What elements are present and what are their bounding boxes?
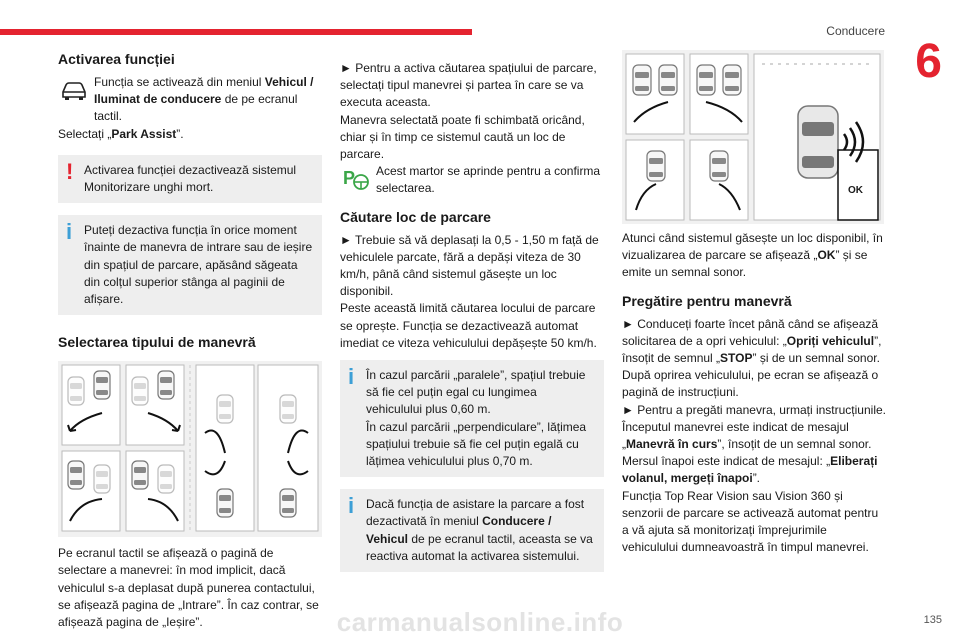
info-icon: i <box>348 493 355 519</box>
change-text: Manevra selectată poate fi schimbată oricând, chiar și în timp ce sistemul caută un loc de parcare. <box>340 112 585 162</box>
warning-icon: ! <box>66 158 74 184</box>
parking-found-illustration <box>622 50 884 224</box>
activate-row <box>58 74 322 126</box>
page-number: 135 <box>923 614 942 626</box>
heading-activate: Activarea funcției <box>58 51 175 67</box>
limit-text: Peste această limită căutarea locului de parcare se oprește. Funcția se dezactivează automat imediat ce viteza vehiculului depășește 50 km/h. <box>340 301 597 350</box>
found-text: Atunci când sistemul găsește un loc disponibil, în vizualizarea de parcare se afișează „OK” și se emite un semnal sonor. <box>622 231 883 280</box>
select-text: Selectați „Park Assist”. <box>58 126 184 141</box>
column-3 <box>622 50 886 556</box>
park-assist-lamp-icon <box>340 163 372 195</box>
reverse-text: Mersul înapoi este indicat de mesajul: „Eliberați volanul, mergeți înapoi”. <box>622 454 878 486</box>
info-icon: i <box>66 219 73 245</box>
chapter-title: Conducere <box>826 24 885 38</box>
watermark: carmanualsonline.info <box>336 607 624 637</box>
lamp-row: P Acest martor se aprinde pentru a confirma selectarea. <box>340 163 604 197</box>
column-1 <box>58 50 322 631</box>
after-stop-text: După oprirea vehiculului, pe ecran se afișează o pagină de instrucțiuni. <box>622 368 879 400</box>
info-note-reactivate: i Dacă funcția de asistare la parcare a fost dezactivată în meniul Conducere / Vehicul de pe ecranul tactil, aceasta se va reactiva automat la activarea sistemului. <box>340 489 604 572</box>
ok-label: OK <box>848 185 863 196</box>
heading-manoeuvre: Selectarea tipului de manevră <box>58 334 256 351</box>
info-note-deactivate: i Puteți dezactiva funcția în orice moment înainte de manevra de intrare sau de ieșire din spațiul de parcare, apăsând săgeata din colțul superior stânga al paginii de afișare. <box>58 215 322 315</box>
heading-search: Căutare loc de parcare <box>340 208 491 225</box>
activate-search-text: ► Pentru a activa căutarea spațiului de parcare, selectați tipul manevrei și partea în care se va executa aceasta. <box>340 61 597 110</box>
column-2 <box>340 60 604 572</box>
activate-text: Funcția se activează din meniul Vehicul / Iluminat de conducere de pe ecranul tactil. <box>94 75 314 124</box>
start-text: Începutul manevrei este indicat de mesajul „Manevră în curs”, însoțit de un semnal sonor. <box>622 419 872 452</box>
vision-text: Funcția Top Rear Vision sau Vision 360 și senzorii de parcare se activează automat pentru a vă ajuta să monitorizați împrejurimile vehiculului dumneavoastră în timpul manevrei. <box>622 488 879 555</box>
screen-text: Pe ecranul tactil se afișează o pagină de selectare a manevrei: în mod implicit, dacă vehiculul s-a deplasat după punerea contactului, se afișează pagina de „Intrare”. În caz contrar, se afișează pagina de „Ieșire”. <box>58 546 319 630</box>
heading-prepare: Pregătire pentru manevră <box>622 292 792 309</box>
prepare-text: ► Pentru a pregăti manevra, urmați instrucțiunile. <box>622 402 886 417</box>
warning-note: ! Activarea funcției dezactivează sistemul Monitorizare unghi mort. <box>58 155 322 203</box>
svg-text:P: P <box>343 168 356 189</box>
header-accent-bar <box>0 29 472 35</box>
drive-text: ► Trebuie să vă deplasați la 0,5 - 1,50 m față de vehiculele parcate, fără a depăși viteza de 30 km/h, până când sistemul găsește un loc disponibil. <box>340 232 599 299</box>
info-note-dimensions: i În cazul parcării „paralele”, spațiul trebuie să fie cel puțin egal cu lungimea vehiculului plus 0,60 m. În cazul parcării „perpendiculare”, lățimea spațiului trebuie să fie cel puțin egală cu lățimea vehiculului plus 0,70 m. <box>340 360 604 477</box>
car-menu-icon <box>58 74 90 106</box>
chapter-number: 6 <box>915 35 942 88</box>
manoeuvre-illustration <box>58 361 322 537</box>
info-icon: i <box>348 364 355 390</box>
slow-text: ► Conduceți foarte încet până când se afișează solicitarea de a opri vehiculul: „Opriți vehiculul”, însoțit de semnul „STOP” și de un semnal sonor. <box>622 316 882 366</box>
